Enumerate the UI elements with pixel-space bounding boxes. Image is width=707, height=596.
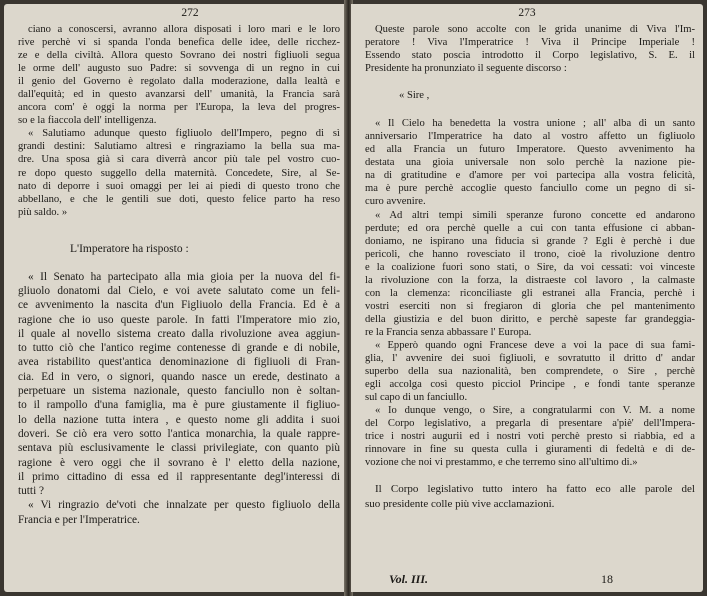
text-line: sentava più esclusivamente le classi privilegiate, con quanto più — [18, 442, 340, 455]
text-line: vozione che noi vi prestammo, e che terremo sino all'ultimo di.» — [365, 457, 638, 469]
paragraph — [365, 339, 695, 404]
text-line: pericoli, che hanno rovesciato il trono, cioè la rivoluzione dentro — [365, 248, 695, 260]
text-line: to il rampollo d'una famiglia, ma è pure giustamente il figliuo- — [18, 399, 340, 412]
text-line: « Salutiamo adunque questo figliuolo dell'Impero, pegno di sì — [28, 128, 340, 140]
text-line: le orme dell' augusto suo Padre: si sovvenga di un regno in cui — [18, 63, 340, 75]
text-line: « Vi ringrazio de'voti che innalzate per questo figliuolo della — [28, 499, 340, 512]
text-line: Queste parole sono accolte con le grida unanime di Viva l'Im- — [375, 24, 695, 35]
paragraph — [365, 209, 695, 339]
text-line: nato di deporre i suoi omaggi per lei ai piedi di questo trono che — [18, 180, 340, 192]
paragraph — [365, 117, 695, 208]
text-line: ce avvenimento la nascita d'un Figliuolo della Francia. Ed è a — [18, 299, 340, 312]
text-line: del Corpo legislativo, a pregarla di presentare a'piè' dell'Impera- — [365, 418, 695, 430]
text-line: il primo cittadino di essa ed il rappresentante degl'interessi di — [18, 470, 340, 483]
salutation: « Sire , — [399, 90, 430, 102]
text-line: « Ad altri tempi simili speranze furono concette ed andarono — [375, 209, 695, 221]
text-line: destata una gioia universale non solo perchè la nazione pie- — [365, 157, 695, 169]
page-text — [4, 23, 346, 527]
text-line: grandi destini: Salutiamo altresì e ringraziamo la bella sua ma- — [18, 141, 340, 153]
text-line: lo della nazione tutta intera , e questo nome gli addita i suoi — [18, 413, 340, 426]
page-footer — [351, 570, 703, 588]
text-line: trice i nostri augurii ed i nostri voti perchè presto si riabbia, ed a — [365, 431, 695, 443]
text-line: « Il Cielo ha benedetta la vostra unione ; all' alba di un santo — [375, 118, 695, 130]
text-line: più saldo. » — [18, 206, 68, 218]
text-line: ancora com' è oggi la norma per l'Europa, la leva del progres- — [18, 102, 340, 114]
text-line: superbo della sua nazionalità, ben comprendete, o Sire , perchè — [365, 366, 695, 378]
signature-mark: 18 — [601, 572, 613, 586]
text-line: Francia e per l'Imperatrice. — [18, 513, 140, 526]
text-line: ze e della civiltà. Allora questo Sovrano dei nostri figliuoli segua — [18, 50, 340, 62]
text-line: perpetuare un sistema nazionale, questo fanciullo non è soltan- — [18, 385, 340, 398]
page-text — [351, 23, 703, 511]
text-line: glia, l' avvenire dei suoi figliuoli, e sovratutto il dritto d' andar — [365, 353, 695, 365]
text-line: doniamo, ne ispirano una fiducia sì grande ? Egli è perchè i due — [365, 235, 695, 247]
text-line: rive perchè vi si spanda l'onda benefica delle idee, delle ricchez- — [18, 37, 340, 49]
right-page — [351, 4, 703, 592]
paragraph — [365, 404, 695, 469]
text-line: avea ristabilito quest'antica denominazione di figliuoli di Fran- — [18, 356, 340, 369]
paragraph — [18, 498, 340, 527]
paragraph — [18, 270, 340, 499]
text-line: anniversario l'Imperatrice ha dato al vostro affetto un figliuolo — [365, 131, 695, 143]
text-line: suo presidente colle più vive acclamazioni. — [365, 497, 555, 510]
paragraph — [18, 23, 340, 127]
text-line: con la clemenza: riconciliaste gli estranei alla Francia, perchè i — [365, 287, 695, 299]
text-line: egli accolga così questo picciol Principe , e fondi tante speranze — [365, 379, 695, 391]
text-line: dall'equità; ed in questo avanzarsi dell' umanità, la Francia sarà — [18, 89, 340, 101]
volume-label: Vol. III. — [389, 572, 429, 586]
text-line: « Epperò quando ogni Francese deve a voi la pace di sua fami- — [375, 339, 695, 351]
text-line: na di gratitudine e d'amore per voi partecipa alla vostra felicità, — [365, 170, 695, 182]
text-line: doveri. Se ciò era vero sotto l'antica monarchia, la quale rappre- — [18, 427, 340, 440]
text-line: « Il Senato ha partecipato alla mia gioia per la nuova del fi- — [28, 270, 340, 283]
text-line: ciano a conoscersi, avranno allora disposati i loro mari e le loro — [28, 24, 340, 35]
text-line: tutti ? — [18, 485, 45, 498]
paragraph — [365, 23, 695, 75]
text-line: il quale al novello sistema creato dalla rivoluzione avea aggiun- — [18, 327, 340, 340]
text-line: abbellano, e che le gentili sue doti, questo felice parto ha reso — [18, 193, 340, 205]
text-line: Essendo stato poscia introdotto il Corpo legislativo, S. E. il — [365, 50, 695, 62]
text-line: e la coalizione fuori sono stati, o Sire, da voi cessati: voi vinceste — [365, 261, 695, 273]
text-line: peratore ! Viva l'Imperatrice ! Viva il Principe Imperiale ! — [365, 37, 695, 49]
text-line: rinnovare in fine su questa culla i giuramenti di fedeltà e di de- — [365, 444, 695, 456]
text-line: so e la fiaccola dell' intelligenza. — [18, 115, 157, 127]
text-line: ragione è vero oggi che il sovrano è l' eletto della nazione, — [18, 456, 340, 469]
text-line: sul capo di un fanciullo. — [365, 392, 468, 404]
text-line: gliuolo donatomi dal Cielo, e voi avete salutato come un feli- — [18, 285, 340, 297]
text-line: perdute; ed ora perchè quelle a cui con tanta effusione ci abban- — [365, 222, 695, 234]
text-line: re dopo questo suggello della maternità. Concedete, Sire, al Se- — [18, 167, 340, 179]
paragraph — [365, 482, 695, 510]
text-line: to tutto ciò che l'antico regime contenesse di grande e di nobile, — [18, 342, 340, 355]
text-line: il genio del Governo è regolato dalla moderazione, dalla lealtà e — [18, 76, 340, 88]
text-line: Il Corpo legislativo tutto intero ha fatto eco alle parole del — [375, 483, 695, 496]
page-number: 272 — [181, 7, 199, 19]
text-line: ma è pure perchè accoglie questo fanciullo come un pegno di si- — [365, 183, 695, 195]
left-page — [4, 4, 346, 592]
text-line: la rivoluzione con la forza, la distraeste col lavoro , la calmaste — [365, 274, 695, 286]
text-line: « Io dunque vengo, o Sire, a congratularmi con V. M. a nome — [375, 405, 695, 417]
text-line: vostri eserciti non si fregiaron di gloria che pel mantenimento — [365, 300, 695, 312]
text-line: della giustizia e del buon diritto, e perchè sapeste far grandeggia- — [365, 313, 695, 325]
text-line: ed alla Francia un futuro Imperatore. Questo avvenimento ha — [365, 144, 695, 156]
text-line: re la Francia senza abbassare l' Europa. — [365, 326, 532, 338]
text-line: ragione che io uso queste parole. In fatti l'Imperatore mio zio, — [18, 313, 340, 326]
page-number: 273 — [518, 7, 536, 19]
text-line: Presidente ha pronunziato il seguente discorso : — [365, 63, 567, 75]
text-line: dre. Una sposa già sì cara diverrà ancor più tale pel vostro cuo- — [18, 154, 340, 166]
text-line: cia. Ed in vero, o signori, quando nasce un erede, destinato a — [18, 370, 340, 383]
paragraph — [18, 127, 340, 218]
section-heading: L'Imperatore ha risposto : — [70, 242, 189, 255]
text-line: curo avvenire. — [365, 196, 426, 208]
